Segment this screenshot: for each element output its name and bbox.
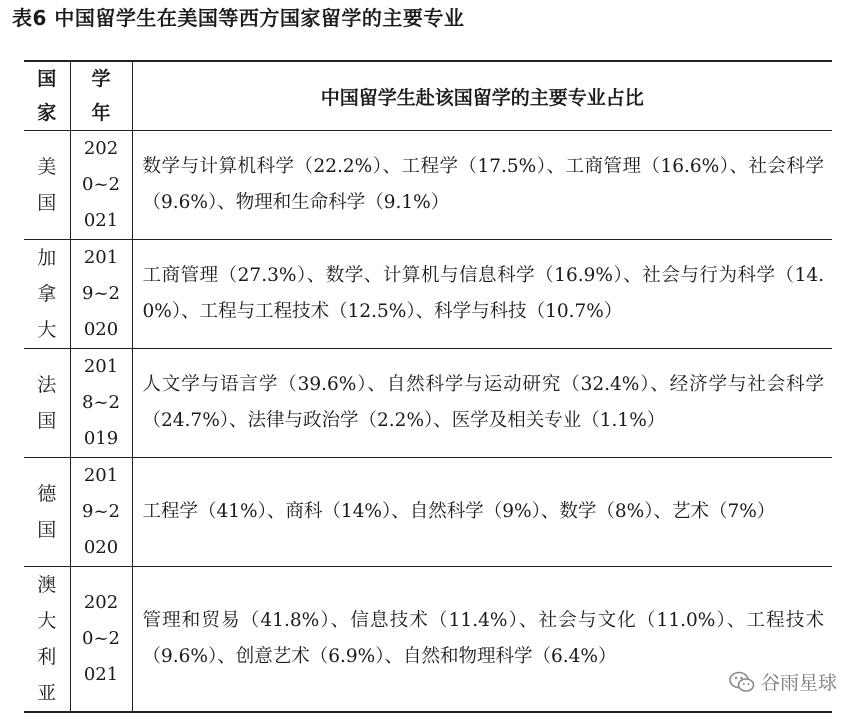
cell-majors: 管理和贸易（41.8%）、信息技术（11.4%）、社会与文化（11.0%）、工程技术（9.6%）、创意艺术（6.9%）、自然和物理科学（6.4%） [132,567,832,713]
country-label: 法国 [37,374,57,432]
year-label: 2018~2019 [82,356,120,449]
header-country [24,61,70,131]
year-label: 2020~2021 [82,138,120,231]
table-header-row [24,61,832,131]
cell-year [70,567,132,713]
country-label: 美国 [37,156,57,214]
header-country-label: 国家 [37,68,57,124]
year-label: 2020~2021 [82,592,120,685]
table-row [24,567,832,713]
cell-year [70,240,132,349]
cell-country [24,240,70,349]
table-row [24,240,832,349]
cell-year [70,458,132,567]
header-majors-label: 中国留学生赴该国留学的主要专业占比 [320,86,644,109]
cell-country [24,458,70,567]
watermark-text: 谷雨星球 [760,672,837,694]
country-label: 澳大利亚 [37,574,57,704]
cell-country [24,131,70,240]
cell-country [24,349,70,458]
table-row [24,458,832,567]
cell-country [24,567,70,713]
cell-majors: 数学与计算机科学（22.2%）、工程学（17.5%）、工商管理（16.6%）、社会科学（9.6%）、物理和生命科学（9.1%） [132,131,832,240]
header-year [70,61,132,131]
watermark [729,668,837,695]
wechat-icon [729,671,755,693]
cell-majors: 工商管理（27.3%）、数学、计算机与信息科学（16.9%）、社会与行为科学（14.0%）、工程与工程技术（12.5%）、科学与科技（10.7%） [132,240,832,349]
table-caption: 表6 中国留学生在美国等西方国家留学的主要专业 [12,6,465,30]
table-row [24,349,832,458]
table-row [24,131,832,240]
cell-majors: 工程学（41%）、商科（14%）、自然科学（9%）、数学（8%）、艺术（7%） [132,458,832,567]
year-label: 2019~2020 [82,465,120,558]
header-year-label: 学年 [91,68,111,124]
cell-year [70,349,132,458]
cell-majors: 人文学与语言学（39.6%）、自然科学与运动研究（32.4%）、经济学与社会科学（24.7%）、法律与政治学（2.2%）、医学及相关专业（1.1%） [132,349,832,458]
majors-table [24,60,832,713]
header-majors [132,61,832,131]
year-label: 2019~2020 [82,247,120,340]
country-label: 加拿大 [37,247,57,341]
country-label: 德国 [37,483,57,541]
cell-year [70,131,132,240]
